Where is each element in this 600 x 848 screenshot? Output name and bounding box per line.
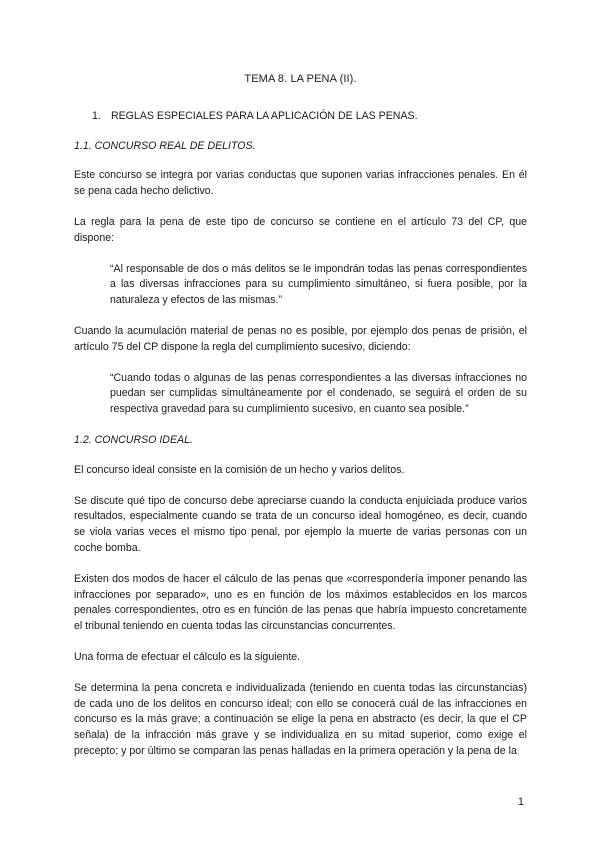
paragraph: Se determina la pena concreta e individualizada (teniendo en cuenta todas las circunstancias) de cada uno de los delitos en concurso ideal; con ello se conocerá cuál de las infracciones en concurso es la más grave; a continuación se elige la pena en abstracto (es decir, la que el CP señala) de la infracción más grave y se individualiza en su mitad superior, como exige el precepto; y por último se comparan las penas halladas en la primera operación y la pena de la xyxy=(74,681,527,757)
paragraph: La regla para la pena de este tipo de concurso se contiene en el artículo 73 del CP, que dispone: xyxy=(74,215,527,244)
section-number: 1. xyxy=(92,109,101,122)
paragraph: El concurso ideal consiste en la comisión de un hecho y varios delitos. xyxy=(74,463,405,476)
page-number: 1 xyxy=(517,796,524,808)
paragraph: Una forma de efectuar el cálculo es la siguiente. xyxy=(74,650,301,663)
paragraph: Existen dos modos de hacer el cálculo de las penas que «correspondería imponer penando las infracciones por separado», uno es en función de los máximos establecidos en los marcos penales correspondientes, otro es en función de las penas que habría impuesto concretamente el tribunal teniendo en cuenta todas las circunstancias concurrentes. xyxy=(74,572,527,633)
section-heading xyxy=(92,109,527,125)
subsection-heading-concurso-ideal: 1.2. CONCURSO IDEAL. xyxy=(74,433,193,446)
section-label: REGLAS ESPECIALES PARA LA APLICACIÓN DE LAS PENAS. xyxy=(110,109,418,122)
document-page xyxy=(74,72,527,775)
subsection-heading-concurso-real: 1.1. CONCURSO REAL DE DELITOS. xyxy=(74,139,256,152)
legal-quote: “Al responsable de dos o más delitos se le impondrán todas las penas correspondientes a las diversas infracciones para su cumplimiento simultáneo, si fuera posible, por la naturaleza y efectos de las mismas.” xyxy=(110,262,527,307)
document-title: TEMA 8. LA PENA (II). xyxy=(244,73,357,85)
paragraph: Se discute qué tipo de concurso debe apreciarse cuando la conducta enjuiciada produce varios resultados, especialmente cuando se trata de un concurso ideal homogéneo, es decir, cuando se viola varias veces el mismo tipo penal, por ejemplo la muerte de varias personas con un coche bomba. xyxy=(74,494,527,554)
legal-quote: “Cuando todas o algunas de las penas correspondientes a las diversas infracciones no puedan ser cumplidas simultáneamente por el condenado, se seguirá el orden de su respectiva gravedad para su cumplimiento sucesivo, en cuanto sea posible.” xyxy=(110,371,527,416)
paragraph: Este concurso se integra por varias conductas que suponen varias infracciones penales. En él se pena cada hecho delictivo. xyxy=(74,169,527,198)
paragraph: Cuando la acumulación material de penas no es posible, por ejemplo dos penas de prisión, el artículo 75 del CP dispone la regla del cumplimiento sucesivo, diciendo: xyxy=(74,324,527,353)
